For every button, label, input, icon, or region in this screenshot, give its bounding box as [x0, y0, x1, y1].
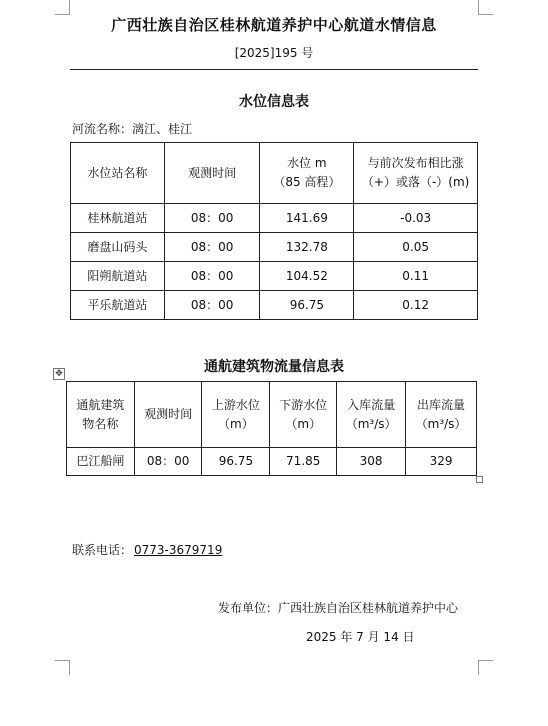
downstream-cell: 71.85: [270, 448, 337, 476]
building-name-cell: 巴江船闸: [67, 448, 135, 476]
inflow-cell: 308: [337, 448, 406, 476]
change-cell: 0.12: [354, 291, 478, 320]
time-cell: 08：00: [164, 204, 260, 233]
header-outflow-line2: （m³/s）: [415, 416, 467, 431]
title-divider: [70, 69, 478, 70]
level-cell: 132.78: [260, 233, 354, 262]
contact-line: [72, 541, 224, 558]
level-cell: 96.75: [260, 291, 354, 320]
table-row: [67, 448, 477, 476]
time-cell: 08：00: [164, 233, 260, 262]
header-change-line2: （+）或落（-）(m): [361, 175, 470, 189]
water-level-table: [70, 142, 478, 320]
header-building-name: [67, 382, 135, 448]
river-name-label: 河流名称：: [72, 122, 133, 136]
page-corner-mark-bottom-right: [478, 660, 493, 675]
change-cell: 0.05: [354, 233, 478, 262]
river-name-value: 漓江、桂江: [132, 122, 193, 136]
document-title: 广西壮族自治区桂林航道养护中心航道水情信息: [111, 16, 437, 34]
header-time: 观测时间: [164, 143, 260, 204]
time-cell: 08：00: [164, 262, 260, 291]
page-corner-mark-top-left: [55, 0, 70, 15]
header-outflow: [406, 382, 477, 448]
header-time: 观测时间: [134, 382, 202, 448]
table-row: [71, 291, 478, 320]
header-upstream-line1: 上游水位: [211, 397, 260, 412]
header-station: 水位站名称: [71, 143, 165, 204]
header-level: [260, 143, 354, 204]
change-cell: 0.11: [354, 262, 478, 291]
page-corner-mark-top-right: [478, 0, 493, 15]
upstream-cell: 96.75: [202, 448, 270, 476]
header-inflow-line2: （m³/s）: [345, 416, 397, 431]
document-number: [2025]195 号: [234, 46, 314, 60]
header-downstream-line1: 下游水位: [279, 397, 328, 412]
header-upstream-line2: （m）: [218, 416, 254, 431]
header-level-line2: （85 高程）: [273, 175, 341, 189]
header-level-line1: 水位 m: [287, 156, 327, 170]
header-upstream: [202, 382, 270, 448]
level-cell: 104.52: [260, 262, 354, 291]
table-row: [71, 262, 478, 291]
publish-date: 2025 年 7 月 14 日: [306, 630, 415, 644]
flow-table: [66, 381, 477, 476]
header-inflow: [337, 382, 406, 448]
time-cell: 08：00: [134, 448, 202, 476]
level-cell: 141.69: [260, 204, 354, 233]
table-row: [71, 204, 478, 233]
table-header-row: [67, 382, 477, 448]
header-change: [354, 143, 478, 204]
station-cell: 磨盘山码头: [71, 233, 165, 262]
header-name-line2: 物名称: [82, 416, 119, 431]
page-corner-mark-bottom-left: [55, 660, 70, 675]
table-header-row: [71, 143, 478, 204]
header-downstream: [270, 382, 337, 448]
header-inflow-line1: 入库流量: [347, 397, 396, 412]
contact-label: 联系电话：: [72, 543, 133, 557]
station-cell: 桂林航道站: [71, 204, 165, 233]
table-row: [71, 233, 478, 262]
contact-phone: 0773-3679719: [134, 543, 223, 557]
outflow-cell: 329: [406, 448, 477, 476]
change-cell: -0.03: [354, 204, 478, 233]
header-outflow-line1: 出库流量: [417, 397, 466, 412]
time-cell: 08：00: [164, 291, 260, 320]
header-change-line1: 与前次发布相比涨: [367, 156, 464, 170]
table-move-handle-icon[interactable]: ✥: [53, 368, 65, 380]
water-level-table-title: 水位信息表: [239, 94, 309, 110]
river-name-line: [72, 120, 192, 137]
flow-table-title: 通航建筑物流量信息表: [204, 359, 344, 375]
publisher-line: 发布单位：广西壮族自治区桂林航道养护中心: [218, 601, 459, 615]
header-downstream-line2: （m）: [285, 416, 322, 431]
station-cell: 阳朔航道站: [71, 262, 165, 291]
table-resize-handle[interactable]: [476, 476, 483, 483]
station-cell: 平乐航道站: [71, 291, 165, 320]
header-name-line1: 通航建筑: [76, 397, 125, 412]
